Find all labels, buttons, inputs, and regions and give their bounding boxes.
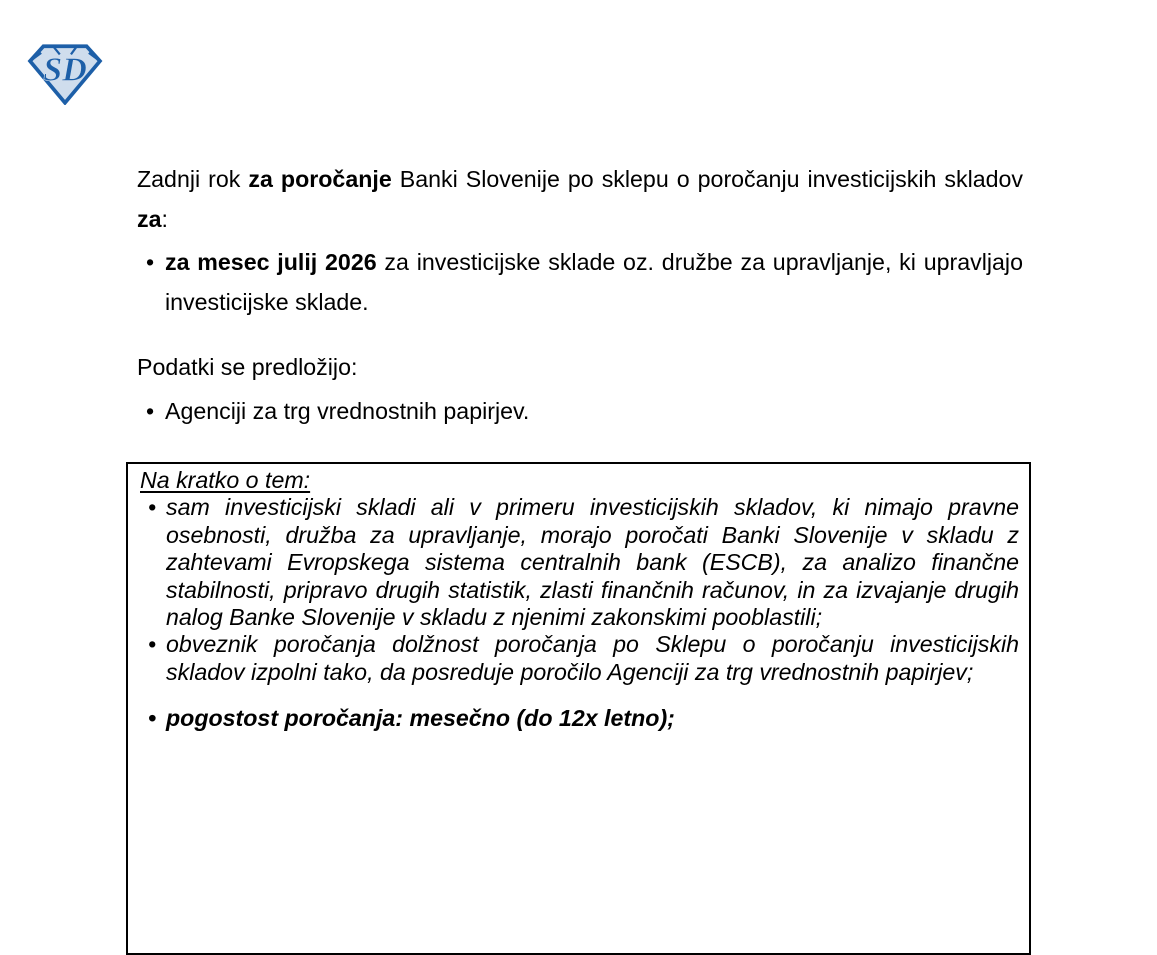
- summary-box-title: Na kratko o tem:: [140, 467, 311, 493]
- submit-list: [137, 391, 1023, 431]
- company-logo: [27, 41, 103, 105]
- list-item: • pogostost poročanja: mesečno (do 12x letno);: [140, 705, 1019, 732]
- diamond-logo-icon: [27, 41, 103, 105]
- list-item: • sam investicijski skladi ali v primeru investicijskih skladov, ki nimajo pravne osebnosti, družba za upravljanje, morajo poročati Banki Slovenije v skladu z zahtevami Evropskega sistema centralnih bank (ESCB), za analizo finančne stabilnosti, pripravo drugih statistik, zlasti finančnih računov, in za izvajanje drugih nalog Banke Slovenije v skladu z njenimi zakonskimi pooblastili;: [140, 494, 1019, 631]
- deadline-list: [137, 242, 1023, 322]
- list-item: • obveznik poročanja dolžnost poročanja po Sklepu o poročanju investicijskih skladov izpolni tako, da posreduje poročilo Agenciji za trg vrednostnih papirjev;: [140, 631, 1019, 686]
- intro-text-regular-2: Banki Slovenije po sklepu o poročanju investicijskih skladov: [391, 166, 1024, 192]
- intro-text-bold-2: za: [137, 206, 162, 232]
- list-item: • Agenciji za trg vrednostnih papirjev.: [137, 391, 1023, 431]
- intro-text-regular-1: Zadnji rok: [137, 166, 249, 192]
- summary-box: [126, 462, 1031, 955]
- deadline-regular-text: za investicijske sklade oz. družbe za upravljanje, ki upravljajo investicijske sklade.: [165, 249, 1023, 315]
- intro-text-regular-3: :: [161, 206, 168, 232]
- summary-list: [140, 494, 1019, 732]
- document-body: [137, 159, 1023, 955]
- submit-heading: Podatki se predložijo:: [137, 354, 358, 380]
- intro-paragraph: [137, 159, 1023, 239]
- logo-letters: SD: [43, 50, 87, 89]
- deadline-bold-text: za mesec julij 2026: [165, 249, 377, 275]
- list-item: [137, 242, 1023, 322]
- intro-text-bold-1: za poročanje: [248, 166, 392, 192]
